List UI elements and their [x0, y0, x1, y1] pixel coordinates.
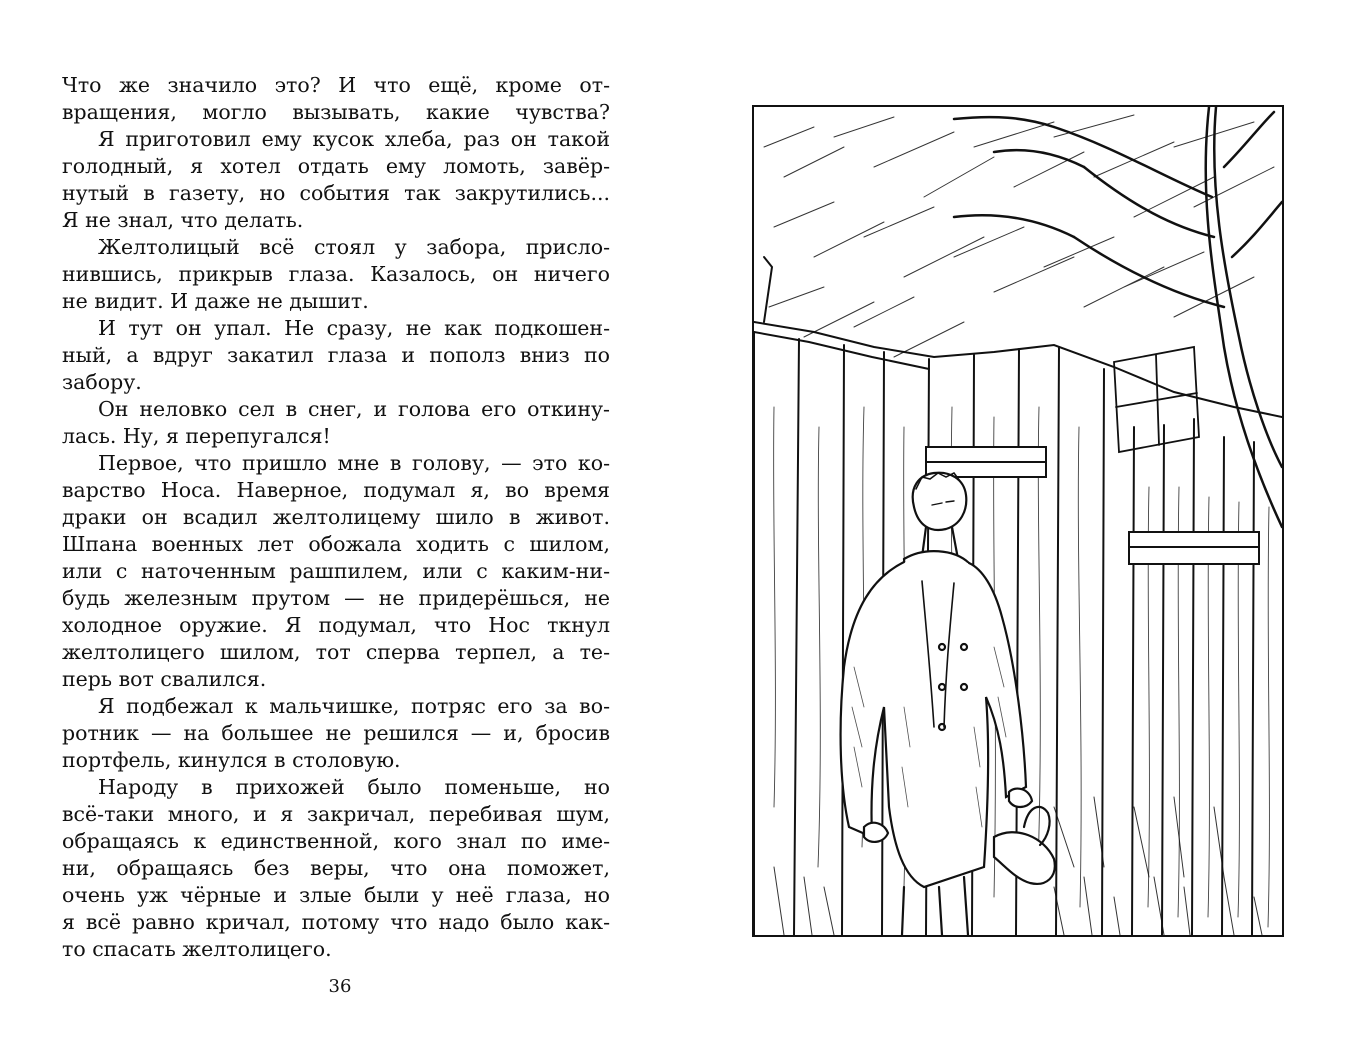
text-line: то спасать желтолицего.	[62, 937, 332, 961]
text-line: забору.	[62, 370, 142, 394]
text-line: портфель, кинулся в столовую.	[62, 748, 401, 772]
text-line: ный, а вдруг закатил глаза и пополз вниз по	[62, 343, 610, 367]
text-page	[62, 72, 610, 963]
illustration-boy-at-fence	[752, 105, 1284, 937]
text-line: Он неловко сел в снег, и голова его откину-	[98, 397, 610, 421]
text-line: варство Носа. Наверное, подумал я, во время	[62, 478, 610, 502]
text-line: нутый в газету, но события так закрутились...	[62, 181, 610, 205]
text-line: ни, обращаясь без веры, что она поможет,	[62, 856, 610, 880]
text-line: не видит. И даже не дышит.	[62, 289, 369, 313]
text-line: будь железным прутом — не придерёшься, не	[62, 586, 610, 610]
text-line: Желтолицый всё стоял у забора, присло-	[98, 235, 610, 259]
text-line: Народу в прихожей было поменьше, но	[98, 775, 610, 799]
text-line: лась. Ну, я перепугался!	[62, 424, 331, 448]
text-line: Первое, что пришло мне в голову, — это ко-	[98, 451, 610, 475]
text-line: И тут он упал. Не сразу, не как подкошен-	[98, 316, 610, 340]
house-window	[1114, 347, 1199, 452]
page-number: 36	[328, 976, 352, 997]
text-line: Я не знал, что делать.	[62, 208, 304, 232]
text-line: желтолицего шилом, тот сперва терпел, а те-	[62, 640, 610, 664]
text-line: Я приготовил ему кусок хлеба, раз он такой	[98, 127, 610, 151]
text-line: Что же значило это? И что ещё, кроме от-	[62, 73, 610, 97]
text-line: нившись, прикрыв глаза. Казалось, он ничего	[62, 262, 610, 286]
text-line: обращаясь к единственной, кого знал по име-	[62, 829, 610, 853]
text-line: очень уж чёрные и злые были у неё глаза, но	[62, 883, 610, 907]
text-line: я всё равно кричал, потому что надо было как-	[62, 910, 610, 934]
boy-figure	[841, 473, 1055, 935]
text-line: ротник — на большее не решился — и, бросив	[62, 721, 610, 745]
text-line: драки он всадил желтолицему шило в живот.	[62, 505, 610, 529]
text-line: Я подбежал к мальчишке, потряс его за во-	[98, 694, 610, 718]
illustration-drawing	[754, 107, 1282, 935]
text-line: холодное оружие. Я подумал, что Нос ткнул	[62, 613, 610, 637]
text-line: голодный, я хотел отдать ему ломоть, завёр-	[62, 154, 610, 178]
text-line: вращения, могло вызывать, какие чувства?	[62, 100, 610, 124]
text-line: Шпана военных лет обожала ходить с шилом,	[62, 532, 610, 556]
text-line: перь вот свалился.	[62, 667, 267, 691]
text-line: всё-таки много, и я закричал, перебивая шум,	[62, 802, 610, 826]
text-line: или с наточенным рашпилем, или с каким-ни-	[62, 559, 610, 583]
